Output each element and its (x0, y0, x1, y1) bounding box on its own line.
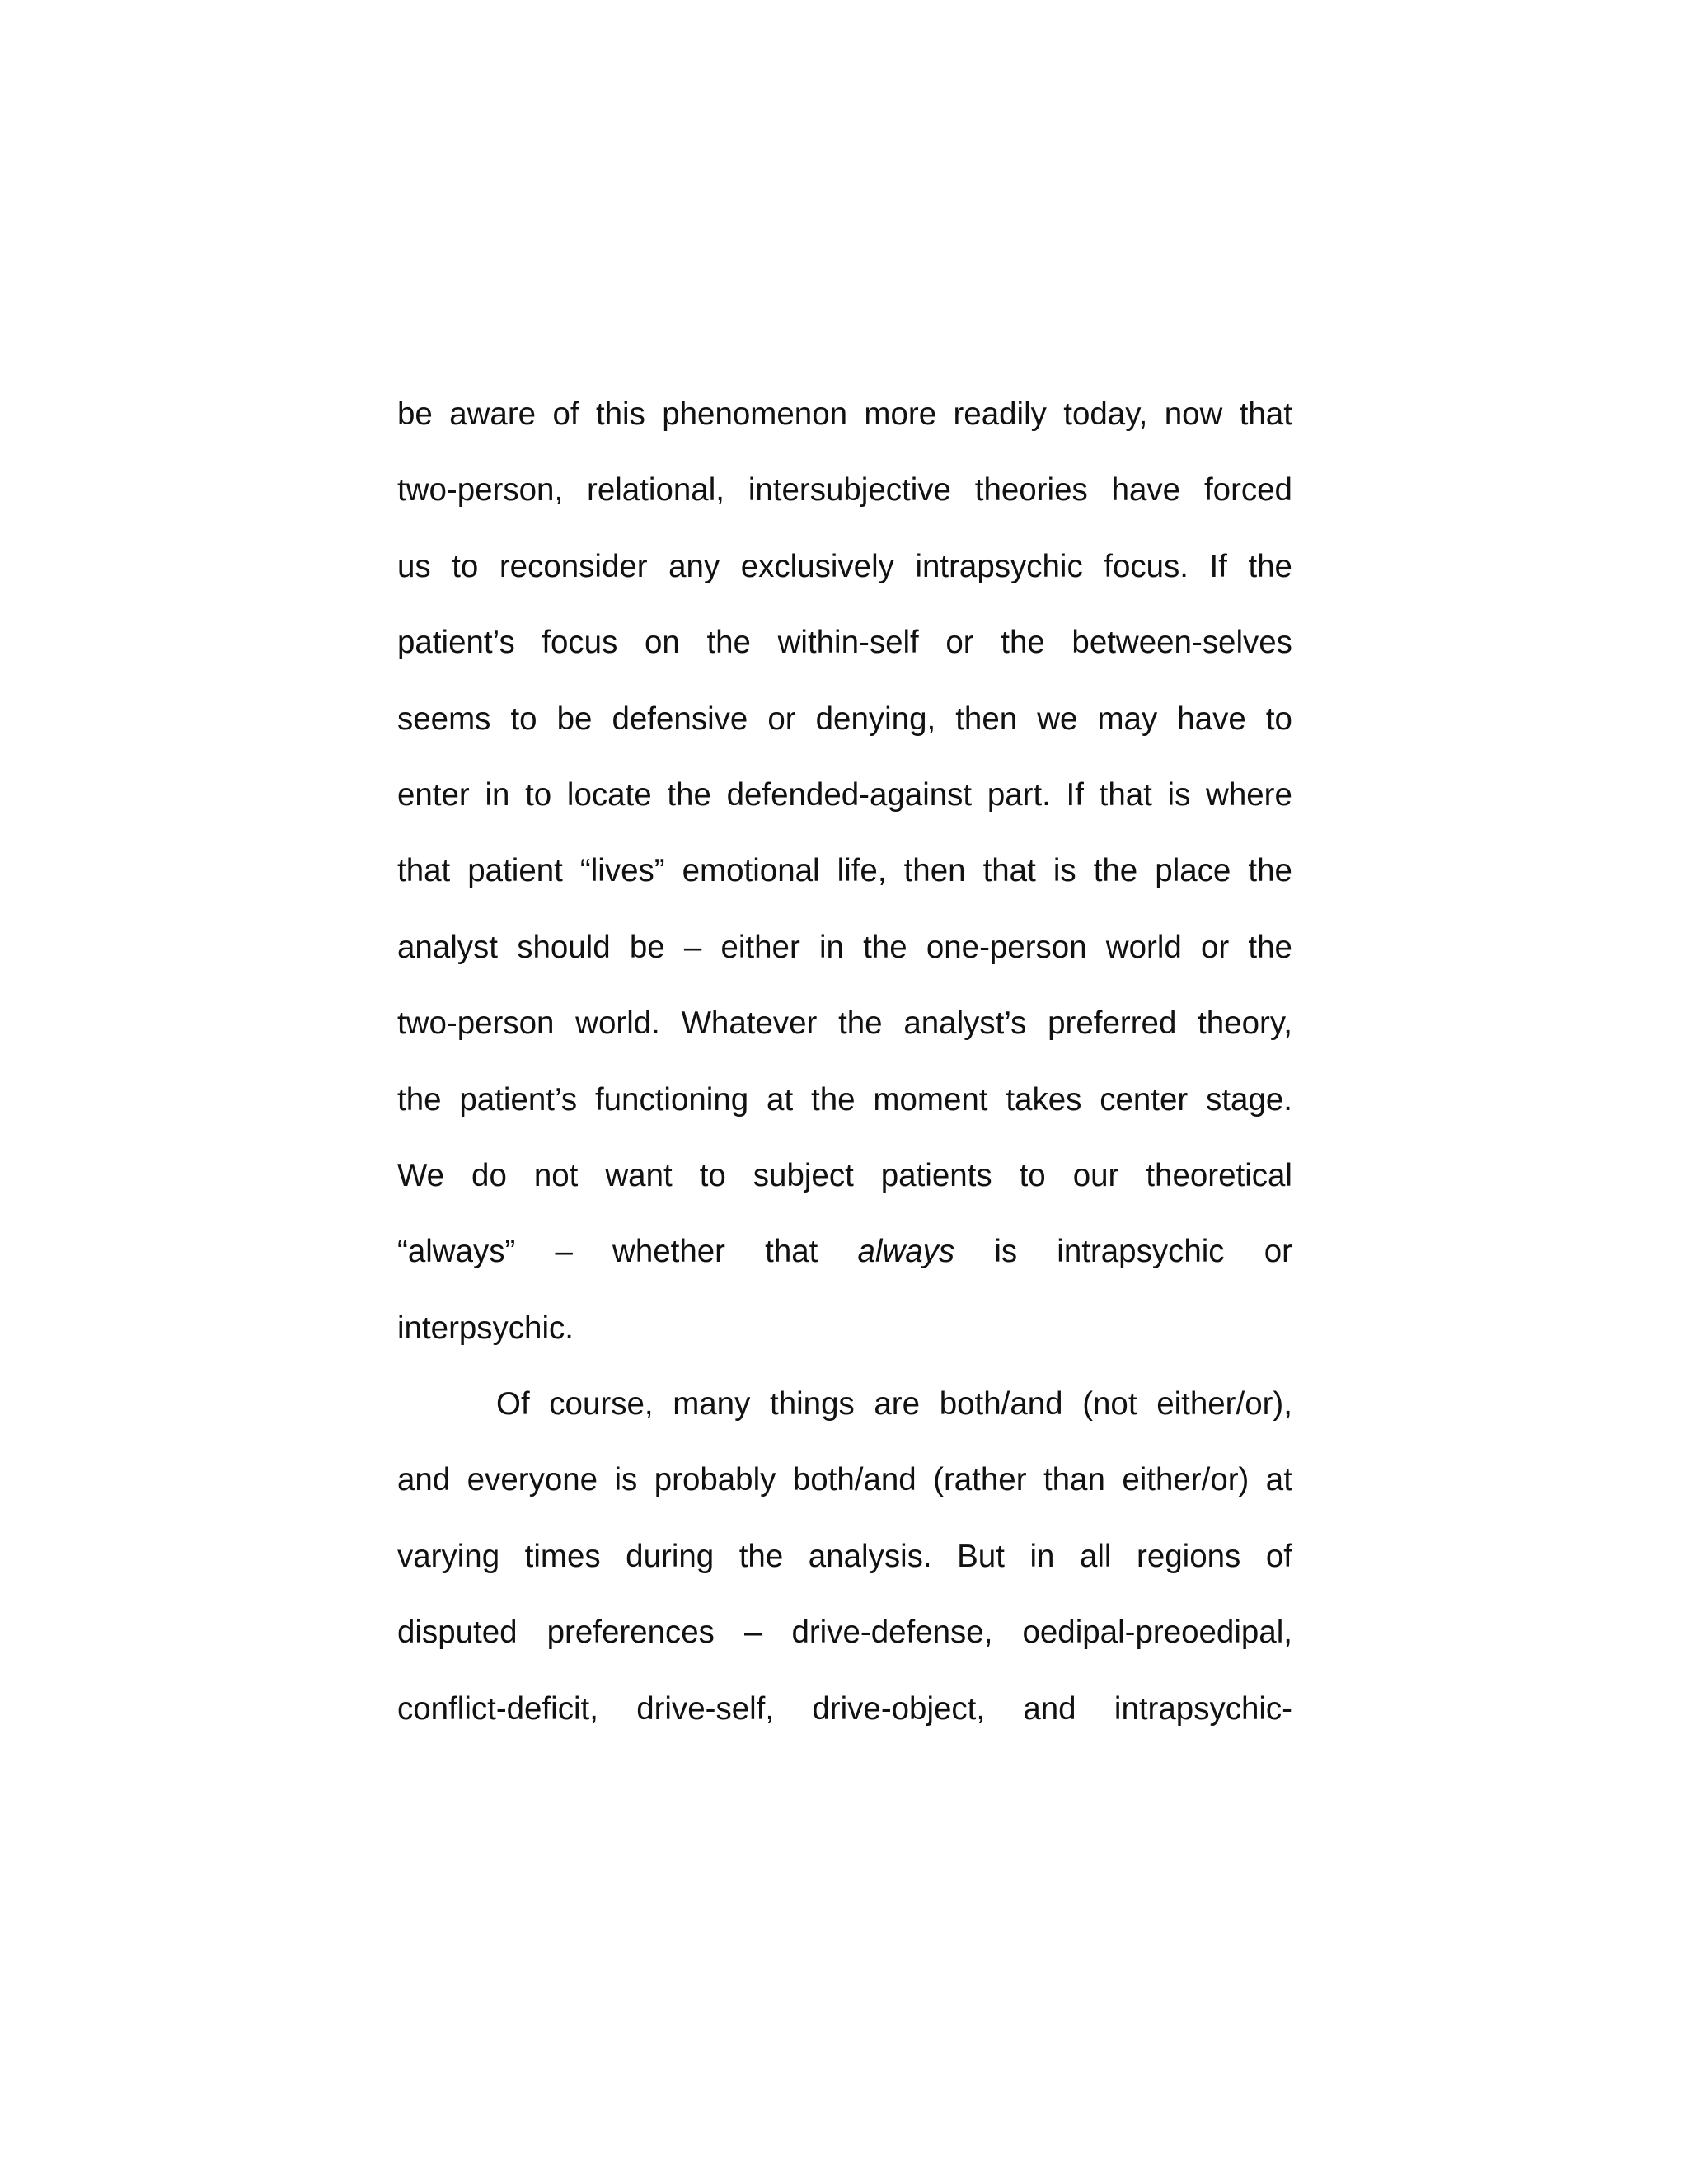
word: defended-against (726, 776, 973, 813)
word: phenomenon (662, 396, 848, 432)
word: want (605, 1157, 673, 1193)
word: be (629, 929, 665, 965)
word: both/and (792, 1462, 917, 1498)
word: subject (753, 1157, 854, 1193)
word: emotional (682, 853, 820, 889)
text-line (397, 1303, 1292, 1379)
text-line (397, 1226, 1292, 1302)
word: between-selves (1071, 625, 1292, 661)
word: either (720, 929, 800, 965)
word: of (552, 396, 579, 432)
word: stage. (1206, 1081, 1292, 1118)
word: or (1264, 1234, 1292, 1270)
word: seems (397, 701, 491, 737)
text-line (397, 1379, 1292, 1455)
word: enter (397, 776, 470, 813)
word: is (614, 1462, 638, 1498)
word: where (1206, 776, 1292, 813)
word: is (1053, 853, 1076, 889)
word: the (1248, 548, 1292, 584)
word: intrapsychic (1057, 1234, 1225, 1270)
word: intrapsychic- (1114, 1690, 1292, 1727)
word: preferences (546, 1615, 715, 1651)
word: is (994, 1234, 1018, 1270)
word: or (1201, 929, 1230, 965)
word: now (1164, 396, 1223, 432)
word: today, (1063, 396, 1148, 432)
word: both/and (939, 1386, 1063, 1422)
word: But (957, 1538, 1005, 1574)
word: we (1037, 701, 1078, 737)
word: the (706, 625, 751, 661)
word: the (863, 929, 907, 965)
body-text (397, 389, 1292, 1760)
word: the (1093, 853, 1138, 889)
word: We (397, 1157, 445, 1193)
word: probably (654, 1462, 776, 1498)
word: to (1019, 1157, 1046, 1193)
text-line (397, 1684, 1292, 1760)
word: center (1100, 1081, 1189, 1118)
word: to (699, 1157, 726, 1193)
word: do (471, 1157, 507, 1193)
word: – (683, 929, 702, 965)
word: be (397, 396, 433, 432)
word: “lives” (579, 853, 665, 889)
word: drive-object, (812, 1690, 986, 1727)
word: moment (873, 1081, 988, 1118)
word: oedipal-preoedipal, (1022, 1615, 1292, 1651)
word: If (1209, 548, 1227, 584)
word: to (1265, 701, 1292, 737)
text-line (397, 1531, 1292, 1607)
word: that (982, 853, 1036, 889)
word: in (1029, 1538, 1055, 1574)
word: world. (575, 1005, 660, 1042)
word: to (510, 701, 537, 737)
word: many (673, 1386, 751, 1422)
word: have (1111, 472, 1181, 509)
word: is (1167, 776, 1191, 813)
word: theoretical (1146, 1157, 1292, 1193)
word: the (838, 1005, 883, 1042)
word: readily (953, 396, 1047, 432)
word: part. (987, 776, 1051, 813)
word: then (955, 701, 1018, 737)
word: place (1155, 853, 1231, 889)
word: course, (549, 1386, 654, 1422)
word: at (1265, 1462, 1292, 1498)
word: the (811, 1081, 856, 1118)
word: on (644, 625, 680, 661)
word: denying, (815, 701, 936, 737)
word: are (874, 1386, 921, 1422)
word: “always” (397, 1234, 516, 1270)
word: things (770, 1386, 855, 1422)
word: always (857, 1234, 955, 1270)
word: analyst’s (903, 1005, 1027, 1042)
word: aware (449, 396, 537, 432)
word: theories (974, 472, 1088, 509)
word: – (743, 1615, 762, 1651)
text-line (397, 846, 1292, 921)
word: Whatever (681, 1005, 818, 1042)
word: reconsider (499, 548, 648, 584)
word: us (397, 548, 431, 584)
text-line (397, 1151, 1292, 1226)
word: conflict-deficit, (397, 1690, 598, 1727)
word: analysis. (808, 1538, 932, 1574)
word: intersubjective (748, 472, 951, 509)
word: the (1001, 625, 1045, 661)
word: (rather (933, 1462, 1027, 1498)
word: in (818, 929, 844, 965)
word: in (485, 776, 510, 813)
text-line (397, 1455, 1292, 1530)
word: functioning (594, 1081, 749, 1118)
word: one-person (926, 929, 1087, 965)
word: that (1099, 776, 1152, 813)
word: everyone (467, 1462, 598, 1498)
word: within-self (777, 625, 919, 661)
word: then (903, 853, 966, 889)
text-line (397, 389, 1292, 465)
word: interpsychic. (397, 1310, 574, 1346)
word: patient’s (459, 1081, 578, 1118)
word: intrapsychic (915, 548, 1083, 584)
word: world (1105, 929, 1182, 965)
word: the (397, 1081, 442, 1118)
word: theory, (1198, 1005, 1292, 1042)
word: life, (837, 853, 887, 889)
word: the (738, 1538, 784, 1574)
word: than (1043, 1462, 1105, 1498)
word: this (595, 396, 645, 432)
word: exclusively (740, 548, 894, 584)
word: takes (1006, 1081, 1082, 1118)
word: patients (880, 1157, 992, 1193)
word: our (1072, 1157, 1119, 1193)
text-line (397, 541, 1292, 617)
text-line (397, 617, 1292, 693)
text-line (397, 694, 1292, 770)
word: Of (496, 1386, 530, 1422)
word: not (533, 1157, 579, 1193)
word: all (1079, 1538, 1112, 1574)
word: patient (467, 853, 563, 889)
word: that (765, 1234, 818, 1270)
word: that (1239, 396, 1292, 432)
word: two-person, (397, 472, 564, 509)
word: should (517, 929, 611, 965)
word: locate (566, 776, 652, 813)
word: or (945, 625, 974, 661)
text-line (397, 922, 1292, 998)
word: of (1265, 1538, 1292, 1574)
word: – (555, 1234, 573, 1270)
word: either/or), (1156, 1386, 1292, 1422)
word: more (864, 396, 937, 432)
word: have (1177, 701, 1246, 737)
word: the (1248, 929, 1292, 965)
word: focus. (1104, 548, 1189, 584)
word: relational, (587, 472, 724, 509)
word: the (1248, 853, 1292, 889)
word: times (524, 1538, 601, 1574)
text-line (397, 1075, 1292, 1151)
word: (not (1082, 1386, 1137, 1422)
text-line (397, 465, 1292, 541)
word: analyst (397, 929, 498, 965)
word: to (452, 548, 479, 584)
word: the (667, 776, 711, 813)
word: preferred (1048, 1005, 1177, 1042)
word: during (626, 1538, 715, 1574)
word: may (1097, 701, 1158, 737)
word: drive-defense, (791, 1615, 993, 1651)
word: focus (542, 625, 618, 661)
word: to (525, 776, 552, 813)
word: whether (612, 1234, 725, 1270)
word: and (1023, 1690, 1076, 1727)
word: forced (1203, 472, 1292, 509)
word: or (767, 701, 796, 737)
word: be (556, 701, 593, 737)
word: varying (397, 1538, 500, 1574)
word: regions (1137, 1538, 1241, 1574)
word: defensive (612, 701, 748, 737)
word: at (767, 1081, 794, 1118)
word: and (397, 1462, 451, 1498)
word: drive-self, (636, 1690, 775, 1727)
word: that (397, 853, 451, 889)
word: any (668, 548, 720, 584)
word: disputed (397, 1615, 518, 1651)
word: two-person (397, 1005, 555, 1042)
word: either/or) (1122, 1462, 1250, 1498)
text-line (397, 1607, 1292, 1683)
word: patient’s (397, 625, 515, 661)
text-line (397, 998, 1292, 1074)
word: If (1066, 776, 1084, 813)
text-line (397, 770, 1292, 846)
